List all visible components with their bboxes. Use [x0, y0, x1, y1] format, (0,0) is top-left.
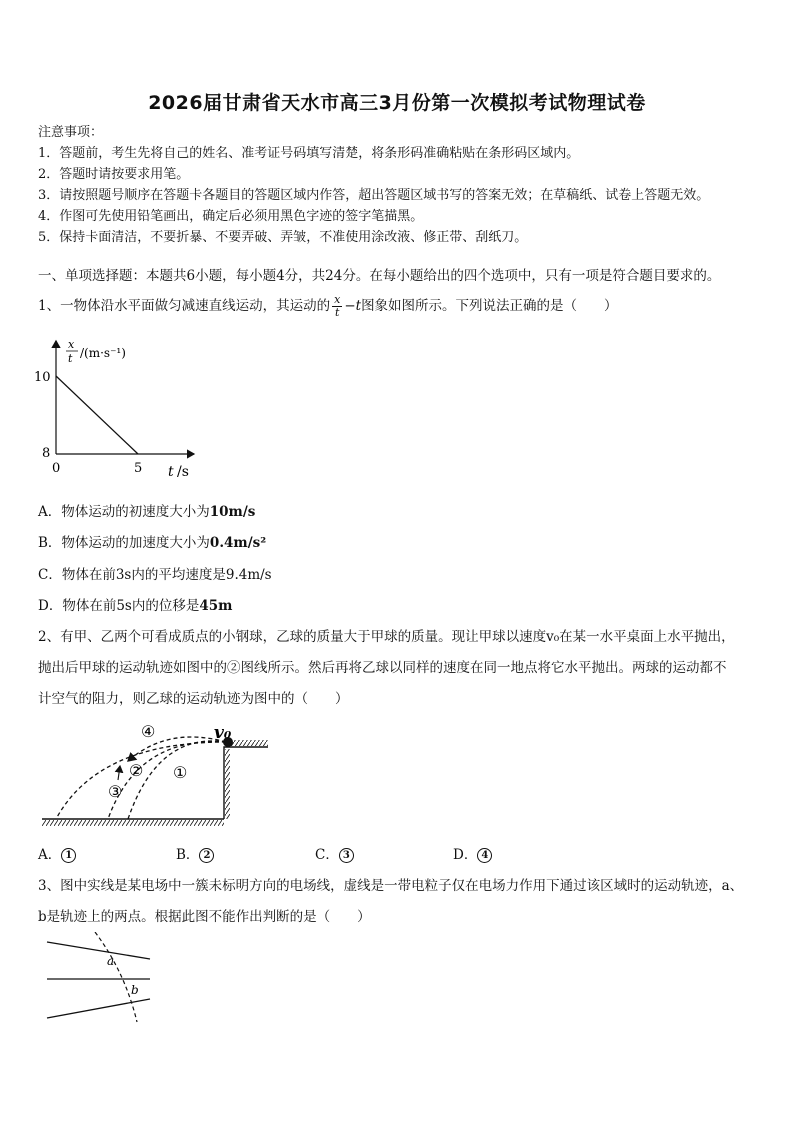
q1-option-d: D．物体在前5s内的位移是45m — [38, 598, 233, 614]
table-hatch-side — [225, 749, 230, 819]
note-item: 5．保持卡面清洁，不要折暴、不要弄破、弄皱，不准使用涂改液、修正带、刮纸刀。 — [38, 230, 528, 245]
q1-graph — [30, 335, 200, 485]
field-line — [47, 999, 150, 1018]
table-edge — [224, 747, 268, 819]
y-label-den: t — [68, 352, 73, 365]
label-3: ③ — [108, 782, 123, 801]
ground-hatch — [42, 820, 224, 826]
section-heading: 一、单项选择题：本题共6小题，每小题4分，共24分。在每小题给出的四个选项中，只有一项是符合题目要求的。 — [38, 268, 721, 284]
v0-label: v₀ — [214, 723, 232, 743]
q1-minus: − — [344, 298, 356, 314]
tick-origin: 0 — [52, 461, 61, 476]
q1-frac-den: t — [334, 306, 340, 319]
note-item: 1．答题前，考生先将自己的姓名、准考证号码填写清楚，将条形码准确粘贴在条形码区域内。 — [38, 146, 580, 161]
question-2-line-3: 计空气的阻力，则乙球的运动轨迹为图中的（ ） — [38, 691, 349, 707]
q1-t: t — [355, 298, 362, 314]
data-line — [56, 376, 138, 454]
tick-x: 5 — [134, 461, 143, 476]
q1-fraction — [332, 294, 342, 319]
page-title: 2026届甘肃省天水市高三3月份第一次模拟考试物理试卷 — [148, 92, 646, 114]
question-3-line-2: b是轨迹上的两点。根据此图不能作出判断的是（ ） — [38, 909, 371, 925]
pointer-arrow — [118, 766, 120, 780]
note-item: 4．作图可先使用铅笔画出，确定后必须用黑色字迹的签字笔描黑。 — [38, 209, 424, 224]
q2-option-b: B． 2 — [176, 843, 214, 863]
note-item: 2．答题时请按要求用笔。 — [38, 167, 190, 182]
x-label: t — [168, 464, 174, 480]
question-2-line-1: 2、有甲、乙两个可看成质点的小钢球，乙球的质量大于甲球的质量。现让甲球以速度v₀在某一水平桌面上水平抛出， — [38, 629, 735, 645]
q3-field-figure — [40, 932, 170, 1027]
q2-option-a: A． 1 — [38, 843, 76, 863]
q2-trajectory-figure — [38, 718, 278, 830]
note-item: 3．请按照题号顺序在答题卡各题目的答题区域内作答，超出答题区域书写的答案无效；在草稿纸、试卷上答题无效。 — [38, 188, 710, 203]
q1-option-c: C．物体在前3s内的平均速度是9.4m/s — [38, 567, 272, 583]
point-a: a — [107, 954, 115, 968]
trajectory-3 — [56, 742, 226, 819]
q2-option-d: D． 4 — [453, 843, 492, 863]
label-4: ④ — [141, 722, 156, 741]
point-b: b — [131, 983, 139, 997]
x-unit: /s — [177, 464, 189, 480]
q1-option-a: A．物体运动的初速度大小为10m/s — [38, 504, 256, 520]
y-unit: /(m·s⁻¹) — [80, 346, 126, 360]
trajectory-2 — [108, 742, 226, 819]
question-2-line-2: 抛出后甲球的运动轨迹如图中的②图线所示。然后再将乙球以同样的速度在同一地点将它水平抛出。两球的运动都不 — [38, 660, 727, 676]
q1-prefix: 1、一物体沿水平面做匀减速直线运动，其运动的 — [38, 298, 331, 314]
tick-y-bottom: 8 — [42, 446, 51, 461]
label-1: ① — [173, 763, 188, 782]
tick-y-top: 10 — [34, 370, 51, 385]
q1-frac-num: x — [334, 293, 341, 306]
q2-option-c: C． 3 — [315, 843, 354, 863]
q1-option-b: B．物体运动的加速度大小为0.4m/s² — [38, 535, 267, 551]
notes-heading: 注意事项： — [38, 125, 104, 140]
y-label-num: x — [68, 338, 75, 351]
label-2: ② — [129, 761, 144, 780]
question-1-stem — [38, 294, 618, 319]
question-3-line-1: 3、图中实线是某电场中一簇未标明方向的电场线，虚线是一带电粒子仅在电场力作用下通过该区域时的运动轨迹，a、 — [38, 878, 744, 894]
q1-suffix: 图象如图所示。下列说法正确的是（ ） — [361, 298, 618, 314]
field-line — [47, 942, 150, 959]
